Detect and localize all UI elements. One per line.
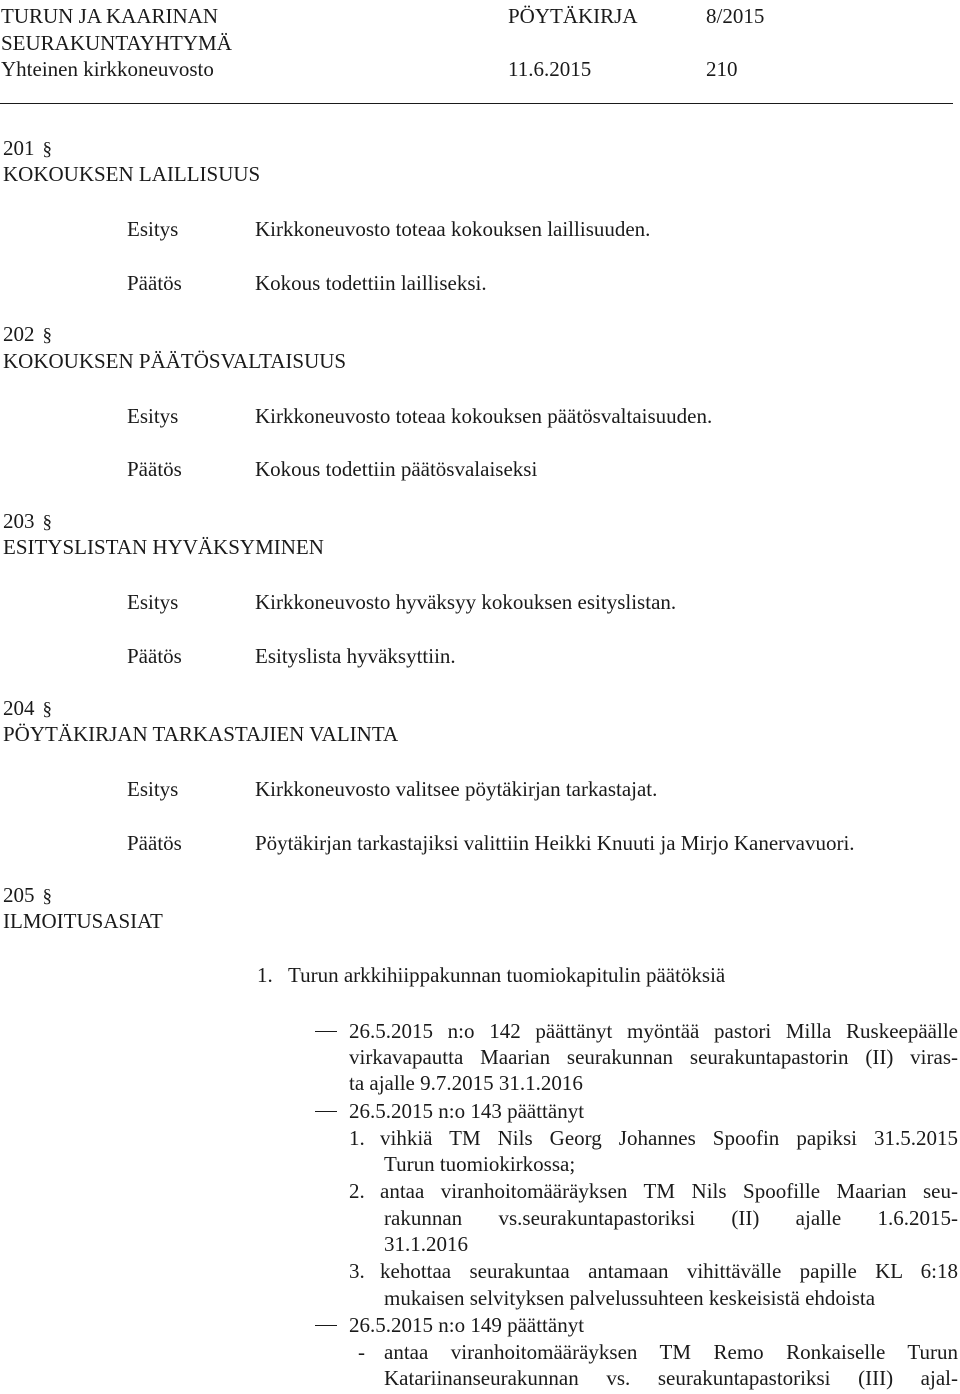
section-204-title: PÖYTÄKIRJAN TARKASTAJIEN VALINTA <box>3 722 399 746</box>
decision-142-line-1: 26.5.2015 n:o 142 päättänyt myöntää pastori Milla Ruskeepäälle <box>349 1019 958 1043</box>
subitem-2-line-1: antaa viranhoitomääräyksen TM Nils Spoofille Maarian seu- <box>380 1179 958 1203</box>
dash-bullet <box>315 1111 337 1112</box>
section-201-paatos: Kokous todettiin lailliseksi. <box>255 271 487 295</box>
paatos-label: Päätös <box>127 644 182 668</box>
decision-142-line-2: virkavapautta Maarian seurakunnan seurakuntapastorin (II) viras- <box>349 1045 958 1069</box>
decision-142-line-3: ta ajalle 9.7.2015 31.1.2016 <box>349 1071 583 1095</box>
section-201-esitys: Kirkkoneuvosto toteaa kokouksen laillisuuden. <box>255 217 651 241</box>
org-line-1: TURUN JA KAARINAN <box>1 4 219 28</box>
page-number: 210 <box>706 57 738 81</box>
subitem-3-line-2: mukaisen selvityksen palvelussuhteen keskeisistä ehdoista <box>384 1286 876 1310</box>
header-rule <box>0 103 953 104</box>
section-202-number: 202 § <box>3 322 52 346</box>
section-202-title: KOKOUKSEN PÄÄTÖSVALTAISUUS <box>3 349 347 373</box>
doc-date: 11.6.2015 <box>508 57 592 81</box>
announcement-item-title: Turun arkkihiippakunnan tuomiokapitulin päätöksiä <box>288 963 726 987</box>
doc-type: PÖYTÄKIRJA <box>508 4 638 28</box>
esitys-label: Esitys <box>127 217 179 241</box>
esitys-label: Esitys <box>127 404 179 428</box>
section-202-esitys: Kirkkoneuvosto toteaa kokouksen päätösvaltaisuuden. <box>255 404 713 428</box>
section-201-number: 201 § <box>3 136 52 160</box>
subitem-1-line-2: Turun tuomiokirkossa; <box>384 1152 576 1176</box>
section-204-esitys: Kirkkoneuvosto valitsee pöytäkirjan tarkastajat. <box>255 777 658 801</box>
decision-143-line-1: 26.5.2015 n:o 143 päättänyt <box>349 1099 585 1123</box>
document-meta <box>508 4 638 84</box>
org-body: Yhteinen kirkkoneuvosto <box>1 57 214 81</box>
paatos-label: Päätös <box>127 831 182 855</box>
paatos-label: Päätös <box>127 271 182 295</box>
document-meta-right <box>706 4 764 84</box>
paatos-label: Päätös <box>127 457 182 481</box>
section-204-number: 204 § <box>3 696 52 720</box>
org-line-2: SEURAKUNTAYHTYMÄ <box>1 30 232 55</box>
esitys-label: Esitys <box>127 590 179 614</box>
subitem-2-line-3: 31.1.2016 <box>384 1232 468 1256</box>
section-204-paatos: Pöytäkirjan tarkastajiksi valittiin Heikki Knuuti ja Mirjo Kanervavuori. <box>255 831 855 855</box>
dash-bullet <box>315 1031 337 1032</box>
dash-bullet <box>315 1325 337 1326</box>
section-203-esitys: Kirkkoneuvosto hyväksyy kokouksen esityslistan. <box>255 590 677 614</box>
decision-149-item-line-2: Katariinanseurakunnan vs. seurakuntapastoriksi (III) ajal- <box>384 1366 958 1390</box>
decision-149-item-line-1: antaa viranhoitomääräyksen TM Remo Ronkaiselle Turun <box>384 1340 958 1364</box>
section-203-paatos: Esityslista hyväksyttiin. <box>255 644 456 668</box>
organization-name <box>1 4 232 84</box>
subitem-2-line-2: rakunnan vs.seurakuntapastoriksi (II) ajalle 1.6.2015- <box>384 1206 958 1230</box>
subitem-1-line-1: vihkiä TM Nils Georg Johannes Spoofin papiksi 31.5.2015 <box>380 1126 958 1150</box>
section-202-paatos: Kokous todettiin päätösvalaiseksi <box>255 457 538 481</box>
subitem-3-line-1: kehottaa seurakuntaa antamaan vihittävälle papille KL 6:18 <box>380 1259 958 1283</box>
section-205-number: 205 § <box>3 883 52 907</box>
doc-number: 8/2015 <box>706 4 765 28</box>
subitem-3-number: 3. <box>349 1259 365 1283</box>
announcement-item-number: 1. <box>257 963 273 987</box>
decision-149-line-1: 26.5.2015 n:o 149 päättänyt <box>349 1313 585 1337</box>
section-203-number: 203 § <box>3 509 52 533</box>
esitys-label: Esitys <box>127 777 179 801</box>
subitem-1-number: 1. <box>349 1126 365 1150</box>
section-201-title: KOKOUKSEN LAILLISUUS <box>3 162 261 186</box>
subitem-2-number: 2. <box>349 1179 365 1203</box>
section-205-title: ILMOITUSASIAT <box>3 909 163 933</box>
hyphen-bullet: - <box>358 1340 365 1364</box>
section-203-title: ESITYSLISTAN HYVÄKSYMINEN <box>3 535 324 559</box>
